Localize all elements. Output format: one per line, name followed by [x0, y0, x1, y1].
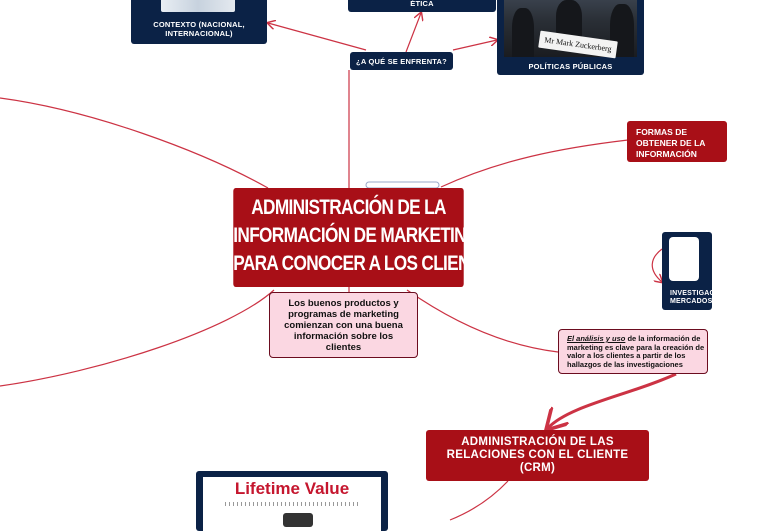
enfrenta-node[interactable] [350, 52, 453, 70]
crm-line-3: (CRM) [519, 462, 556, 474]
crm-node[interactable] [426, 430, 649, 481]
contexto-node[interactable] [131, 0, 267, 44]
central-line-2: INFORMACIÓN DE MARKETING [233, 224, 479, 247]
zuckerberg-photo [504, 0, 637, 57]
lifetime-value-image [203, 477, 381, 531]
etica-node[interactable] [348, 0, 496, 12]
etica-label: ÉTICA [410, 0, 434, 8]
crm-line-1: ADMINISTRACIÓN DE LAS [461, 436, 614, 448]
politicas-label: POLÍTICAS PÚBLICAS [528, 62, 613, 71]
investigacion-label: INVESTIGACIÓN DE MERCADOS [670, 290, 741, 305]
contexto-photo [161, 0, 235, 12]
enfrenta-label: ¿A QUÉ SE ENFRENTA? [356, 57, 447, 66]
crm-line-2: RELACIONES CON EL CLIENTE [446, 449, 629, 461]
connector-left-upper [0, 98, 268, 188]
investigacion-node[interactable] [662, 232, 741, 310]
note-text: Los buenos productos y programas de marketing comienzan con una buena información sobre los clientes [284, 298, 403, 353]
formas-label: FORMAS DE OBTENER DE LA INFORMACIÓN NECESARIA [636, 127, 706, 170]
timeline-ruler [225, 502, 359, 506]
connector-analisis-crm [548, 374, 676, 428]
investigacion-photo [669, 237, 699, 281]
formas-node[interactable] [627, 121, 727, 170]
connector-investigacion [652, 249, 662, 282]
politicas-node[interactable] [497, 0, 644, 75]
phone-graphic [283, 513, 313, 527]
connector-enfrenta-politicas [453, 40, 497, 50]
connector-center-formas [441, 140, 628, 187]
name-placard: Mr Mark Zuckerberg [538, 31, 618, 59]
contexto-label: CONTEXTO (NACIONAL, INTERNACIONAL) [153, 20, 245, 38]
photo-person-left [512, 8, 534, 57]
analisis-text: de la información de marketing es clave para la creación de valor a los clientes a partir de los hallazgos de las investigaciones [567, 334, 705, 369]
connector-center-analisis [407, 290, 558, 352]
central-line-3: PARA CONOCER A LOS CLIENTES [233, 252, 502, 275]
central-line-1: ADMINISTRACIÓN DE LA [251, 196, 446, 219]
connector-enfrenta-contexto [268, 23, 366, 50]
analisis-node[interactable] [558, 329, 708, 374]
connector-left-lower [0, 290, 274, 386]
lifetime-value-node[interactable] [196, 471, 388, 531]
analisis-lead: El análisis y uso [567, 334, 626, 343]
central-topic[interactable] [233, 188, 502, 287]
note-node[interactable] [269, 292, 418, 358]
connector-enfrenta-etica [406, 13, 421, 52]
lifetime-value-title: Lifetime Value [234, 479, 350, 498]
connector-crm-down [450, 481, 508, 520]
